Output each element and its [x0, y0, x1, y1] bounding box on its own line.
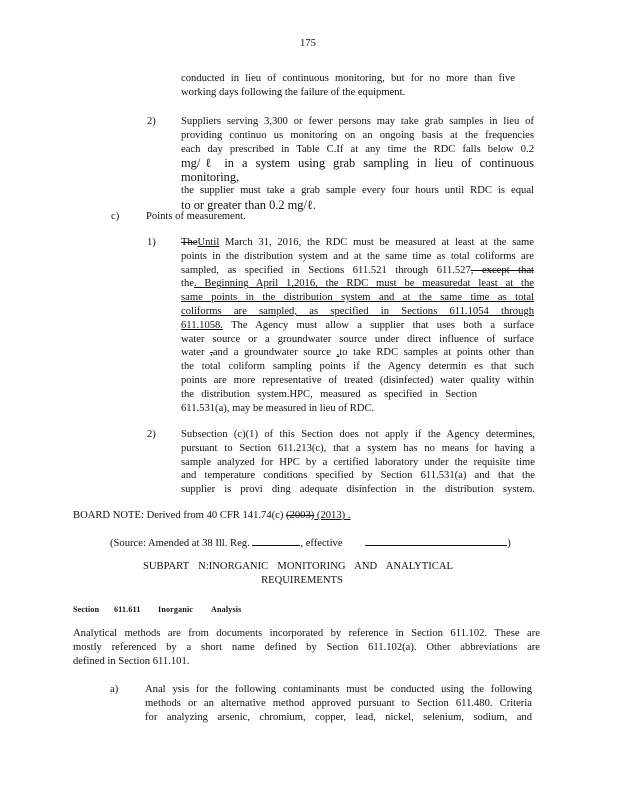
- page-number: 175: [300, 38, 316, 49]
- struck-text: The: [181, 237, 198, 248]
- analytical-methods-paragraph: [73, 627, 540, 668]
- list-marker: c): [111, 211, 120, 222]
- inserted-text: (2013) .: [314, 510, 351, 521]
- plain-text: and a groundwater source: [212, 347, 337, 359]
- text-line: mostly referenced by a short name defined by Section 611.102(a). Other abbreviations are: [73, 641, 540, 653]
- plain-text: The Agency must allow a supplier that uses both a surface: [222, 319, 534, 331]
- text-line: 611.531(a), may be measured in lieu of RDC.: [181, 402, 375, 414]
- text-line: [181, 277, 534, 291]
- text-line: providing continuo us monitoring on an ongoing basis at the frequencies: [181, 129, 534, 141]
- text-line: conducted in lieu of continuous monitoring, but for no more than five: [181, 73, 515, 84]
- text-line: Subsection (c)(1) of this Section does not apply if the Agency determines,: [181, 429, 535, 440]
- text-line: and temperature conditions specified by Section 611.531(a) and that the: [181, 470, 535, 482]
- text-line: points are more representative of treated (disinfected) water quality within: [181, 374, 534, 386]
- section-title: Inorganic: [158, 605, 194, 614]
- plain-text: March 31, 2016, the RDC must be measured at least at the same: [219, 237, 534, 248]
- inserted-text: 611.1058.: [181, 319, 223, 331]
- text-line: [181, 346, 534, 360]
- list-marker: a): [110, 684, 119, 695]
- text-line: Anal ysis for the following contaminants must be conducted using the following: [145, 684, 532, 695]
- text-line: water source or a groundwater source under direct influence of surface: [181, 333, 534, 345]
- text-line: [181, 264, 534, 278]
- text-line: the distribution system.HPC, measured as specified in Section: [181, 388, 477, 400]
- text-line: for analyzing arsenic, chromium, copper, lead, nickel, selenium, sodium, and: [145, 711, 532, 723]
- subsection-heading: Points of measurement.: [146, 211, 246, 222]
- text-line: the total coliform sampling points if the Agency determin es that such: [181, 361, 534, 373]
- text-line: to or greater than 0.2 mg/ℓ.: [181, 198, 316, 213]
- text-line: working days following the failure of the equipment.: [181, 86, 406, 98]
- text-line: points in the distribution system and at the same time as total coliforms are: [181, 250, 534, 262]
- hpc-exception-paragraph: [181, 428, 535, 497]
- plain-text: ): [507, 538, 511, 549]
- plain-text: the: [181, 278, 194, 290]
- plain-text: sampled, as specified in Sections 611.521 through 611.527: [181, 264, 471, 276]
- inserted-text: . Beginning April 1,2016, the RDC must be measuredat least at the: [193, 278, 534, 290]
- list-marker: 2): [147, 429, 156, 440]
- text-line: mg/ℓ in a system using grab sampling in lieu of continuous monitoring,: [181, 156, 534, 185]
- rdc-measurement-paragraph: [181, 236, 534, 415]
- heading-line: SUBPART N:INORGANIC MONITORING AND ANALYTICAL: [143, 561, 453, 572]
- text-line: Analytical methods are from documents incorporated by reference in Section 611.102. These are: [73, 628, 540, 639]
- source-note: [110, 535, 511, 551]
- plain-text: (Source: Amended at 38 Ill. Reg.: [110, 538, 253, 549]
- inserted-line: coliforms are sampled, as specified in Sections 611.1054 through: [181, 305, 534, 317]
- text-line: [181, 236, 534, 250]
- text-line: each day prescribed in Table C.If at any time the RDC falls below 0.2: [181, 143, 534, 155]
- inserted-text: Until: [197, 237, 220, 248]
- board-note: [73, 509, 350, 523]
- grab-sample-paragraph: [181, 115, 534, 212]
- text-line: methods or an alternative method approved pursuant to Section 611.480. Criteria: [145, 697, 532, 709]
- subpart-heading: [143, 560, 453, 588]
- text-line: Suppliers serving 3,300 or fewer persons may take grab samples in lieu of: [181, 116, 534, 127]
- section-label: Section: [73, 605, 100, 614]
- text-line: pursuant to Section 611.213(c), that a system has no means for having a: [181, 442, 535, 454]
- inserted-line: same points in the distribution system and at the same time as total: [181, 292, 534, 304]
- heading-line: REQUIREMENTS: [261, 574, 343, 586]
- plain-text: BOARD NOTE: Derived from 40 CFR 141.74(c): [73, 510, 287, 521]
- plain-text: to take RDC samples at points other than: [339, 347, 535, 359]
- struck-text: (2003): [286, 510, 315, 521]
- list-marker: 2): [147, 116, 156, 127]
- struck-text: , except that: [470, 264, 534, 276]
- inserted-text: ,: [336, 347, 340, 359]
- text-line: [181, 319, 534, 333]
- list-marker: 1): [147, 237, 156, 248]
- section-number: 611.611: [114, 605, 141, 614]
- plain-text: water: [181, 347, 211, 359]
- intro-paragraph: [181, 72, 515, 100]
- analysis-paragraph: [145, 683, 532, 724]
- blank-line: [365, 535, 507, 546]
- struck-text: ,: [210, 347, 213, 359]
- text-line: supplier is provi ding adequate disinfection in the distribution system.: [181, 484, 535, 496]
- text-line: defined in Section 611.101.: [73, 655, 190, 667]
- text-line: sample analyzed for HPC by a certified laboratory under the requisite time: [181, 456, 535, 468]
- text-line: the supplier must take a grab sample every four hours until RDC is equal: [181, 185, 534, 197]
- section-title: Analysis: [211, 605, 242, 614]
- blank-line: [252, 535, 300, 546]
- plain-text: , effective: [300, 538, 346, 549]
